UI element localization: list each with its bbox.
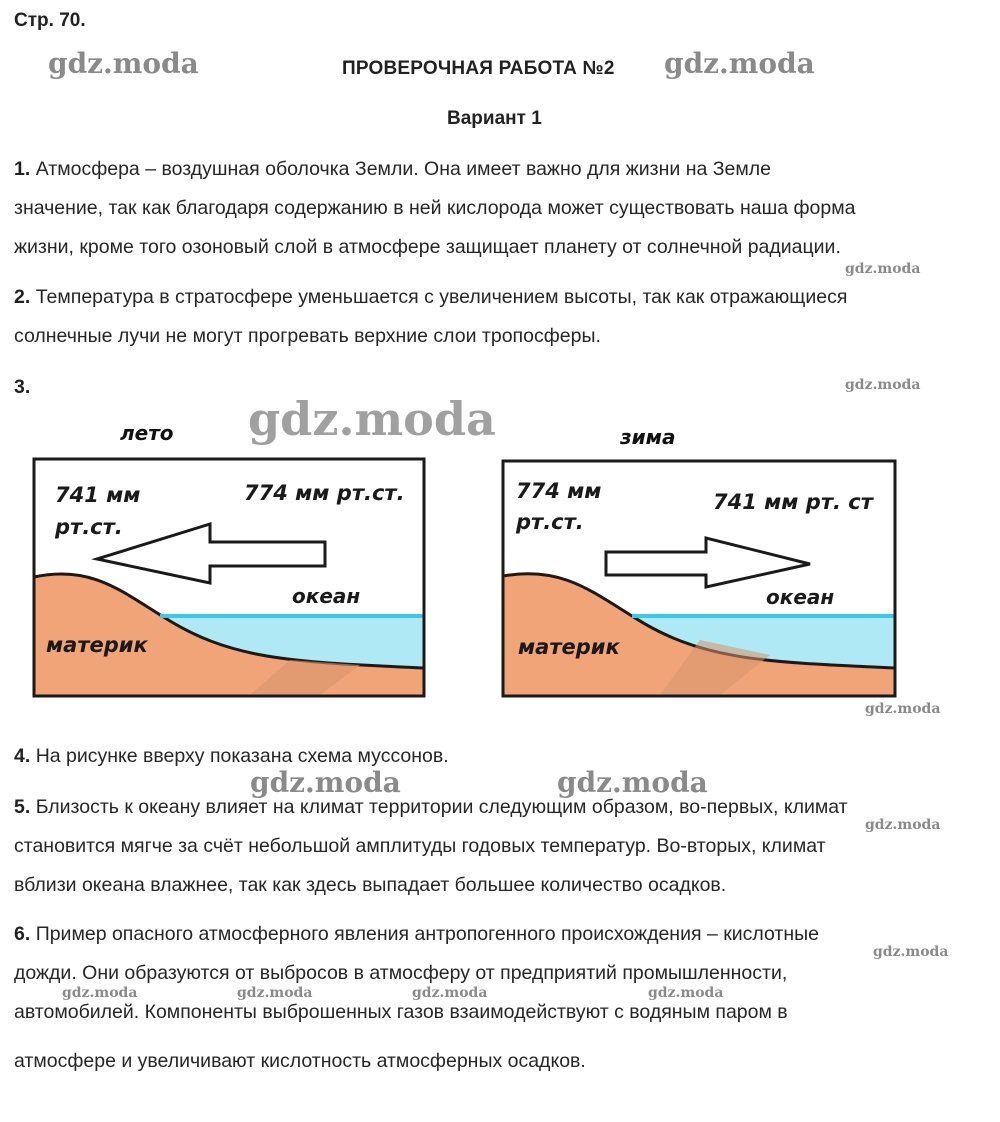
season-summer-label: лето [120, 421, 174, 445]
summer-land-label: материк [46, 633, 148, 657]
winter-pressure-left-2: рт.ст. [516, 510, 584, 534]
answer-line: жизни, кроме того озоновый слой в атмосфере защищает планету от солнечной радиации. [14, 236, 841, 258]
summer-ocean-label: океан [292, 584, 361, 608]
answer-line: значение, так как благодаря содержанию в ней кислорода может существовать наша форма [14, 197, 856, 219]
answer-line: Близость к океану влияет на климат территории следующим образом, во-первых, климат [35, 796, 848, 818]
winter-land-label: материк [518, 635, 620, 659]
watermark: gdz.moda [664, 47, 815, 80]
answer-line: автомобилей. Компоненты выброшенных газов взаимодействуют с водяным паром в [14, 1001, 788, 1023]
watermark: gdz.moda [412, 985, 488, 1001]
season-winter-label: зима [620, 425, 676, 449]
monsoon-diagram [0, 440, 1000, 710]
watermark: gdz.moda [557, 766, 708, 799]
variant-heading: Вариант 1 [447, 108, 542, 129]
answer-number: 5. [14, 796, 31, 818]
page-number: Стр. 70. [14, 10, 86, 31]
answer-number: 3. [14, 376, 31, 398]
answer-line: вблизи океана влажнее, так как здесь выпадает большее количество осадков. [14, 874, 727, 896]
answer-2 [14, 278, 847, 356]
summer-pressure-right: 774 мм рт.ст. [244, 481, 405, 505]
answer-number: 2. [14, 286, 31, 308]
page-title: ПРОВЕРОЧНАЯ РАБОТА №2 [342, 58, 615, 79]
winter-pressure-right: 741 мм рт. ст [713, 490, 873, 514]
answer-line: На рисунке вверху показана схема муссонов. [35, 745, 449, 767]
answer-number: 1. [14, 158, 31, 180]
summer-panel [34, 459, 424, 696]
answer-line: атмосфере и увеличивают кислотность атмосферных осадков. [14, 1050, 586, 1072]
winter-ocean-label: океан [766, 585, 835, 609]
winter-panel [503, 461, 895, 696]
watermark: gdz.moda [873, 944, 949, 960]
answer-line: Температура в стратосфере уменьшается с увеличением высоты, так как отражающиеся [35, 286, 848, 308]
watermark: gdz.moda [250, 766, 401, 799]
answer-line: дожди. Они образуются от выбросов в атмосферу от предприятий промышленности, [14, 962, 788, 984]
answer-line: солнечные лучи не могут прогревать верхние слои тропосферы. [14, 325, 601, 347]
winter-pressure-left-1: 774 мм [516, 479, 602, 503]
watermark: gdz.moda [248, 392, 496, 446]
answer-line: Пример опасного атмосферного явления антропогенного происхождения – кислотные [35, 923, 819, 945]
answer-number: 6. [14, 923, 31, 945]
answer-line: Атмосфера – воздушная оболочка Земли. Она имеет важно для жизни на Земле [35, 158, 771, 180]
answer-line: становится мягче за счёт небольшой амплитуды годовых температур. Во-вторых, климат [14, 835, 826, 857]
answer-number: 4. [14, 745, 31, 767]
watermark: gdz.moda [845, 261, 921, 277]
watermark: gdz.moda [845, 377, 921, 393]
watermark: gdz.moda [865, 817, 941, 833]
watermark: gdz.moda [648, 985, 724, 1001]
watermark: gdz.moda [62, 985, 138, 1001]
summer-pressure-left-2: рт.ст. [55, 515, 123, 539]
answer-5 [14, 788, 848, 905]
watermark: gdz.moda [48, 47, 199, 80]
watermark: gdz.moda [237, 985, 313, 1001]
watermark: gdz.moda [865, 701, 941, 717]
answer-3 [14, 368, 30, 407]
summer-pressure-left-1: 741 мм [55, 483, 141, 507]
answer-1 [14, 150, 855, 267]
